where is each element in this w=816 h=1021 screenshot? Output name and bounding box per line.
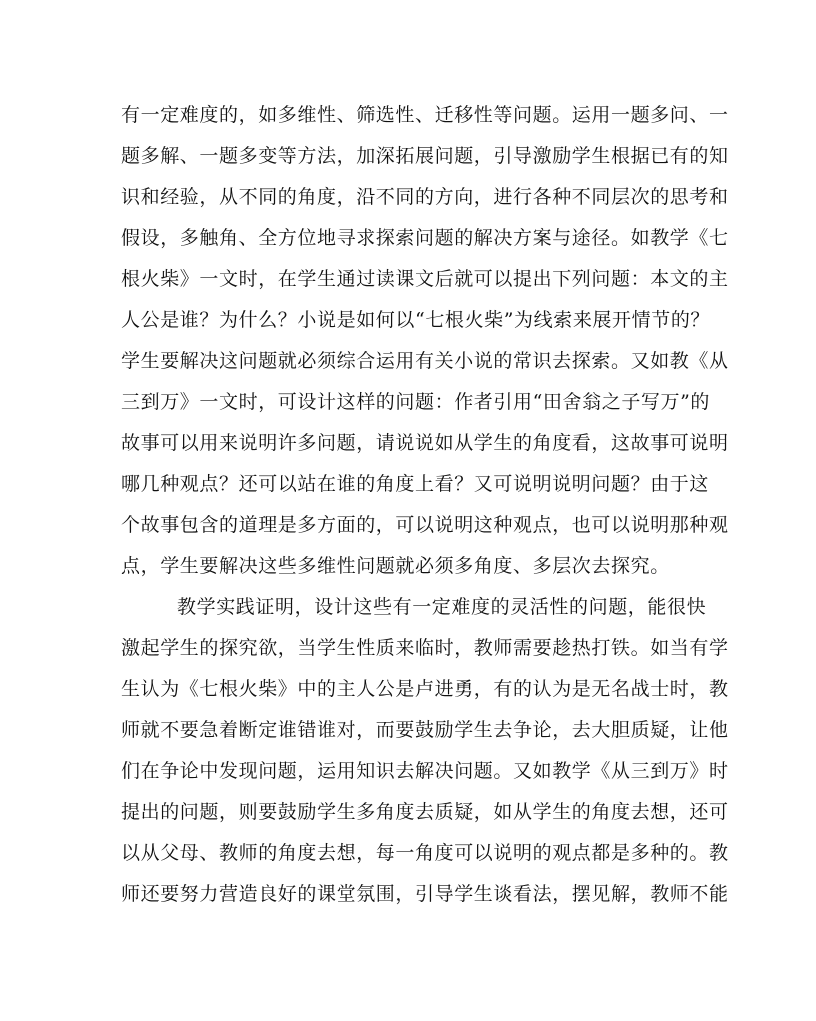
text-line: 生认为《七根火柴》中的主人公是卢进勇，有的认为是无名战士时，教 <box>121 678 729 700</box>
text-line: 故事可以用来说明许多问题，请说说如从学生的角度看，这故事可说明 <box>121 432 729 454</box>
text-line: 哪几种观点？还可以站在谁的角度上看？又可说明说明问题？由于这 <box>121 473 710 495</box>
text-line: 点，学生要解决这些多维性问题就必须多角度、多层次去探究。 <box>121 555 670 577</box>
text-line: 师就不要急着断定谁错谁对，而要鼓励学生去争论，去大胆质疑，让他 <box>121 719 729 741</box>
text-line: 激起学生的探究欲，当学生性质来临时，教师需要趁热打铁。如当有学 <box>121 637 729 659</box>
text-line: 题多解、一题多变等方法，加深拓展问题，引导激励学生根据已有的知 <box>121 145 729 167</box>
text-line: 三到万》一文时，可设计这样的问题：作者引用“田舍翁之子写万”的 <box>121 391 711 413</box>
text-line: 人公是谁？为什么？小说是如何以“七根火柴”为线索来展开情节的？ <box>121 309 711 331</box>
text-line: 有一定难度的，如多维性、筛选性、迁移性等问题。运用一题多问、一 <box>121 104 729 126</box>
text-line: 们在争论中发现问题，运用知识去解决问题。又如教学《从三到万》时 <box>121 760 729 782</box>
text-line: 师还要努力营造良好的课堂氛围，引导学生谈看法，摆见解，教师不能 <box>121 883 729 905</box>
text-line: 根火柴》一文时，在学生通过读课文后就可以提出下列问题：本文的主 <box>121 268 729 290</box>
body-text <box>121 95 729 915</box>
text-line: 提出的问题，则要鼓励学生多角度去质疑，如从学生的角度去想，还可 <box>121 801 729 823</box>
text-line: 教学实践证明，设计这些有一定难度的灵活性的问题，能很快 <box>177 596 707 618</box>
text-line: 假设，多触角、全方位地寻求探索问题的解决方案与途径。如教学《七 <box>121 227 729 249</box>
text-line: 以从父母、教师的角度去想，每一角度可以说明的观点都是多种的。教 <box>121 842 729 864</box>
text-line: 个故事包含的道理是多方面的，可以说明这种观点，也可以说明那种观 <box>121 514 729 536</box>
text-line: 学生要解决这问题就必须综合运用有关小说的常识去探索。又如教《从 <box>121 350 729 372</box>
text-line: 识和经验，从不同的角度，沿不同的方向，进行各种不同层次的思考和 <box>121 186 729 208</box>
